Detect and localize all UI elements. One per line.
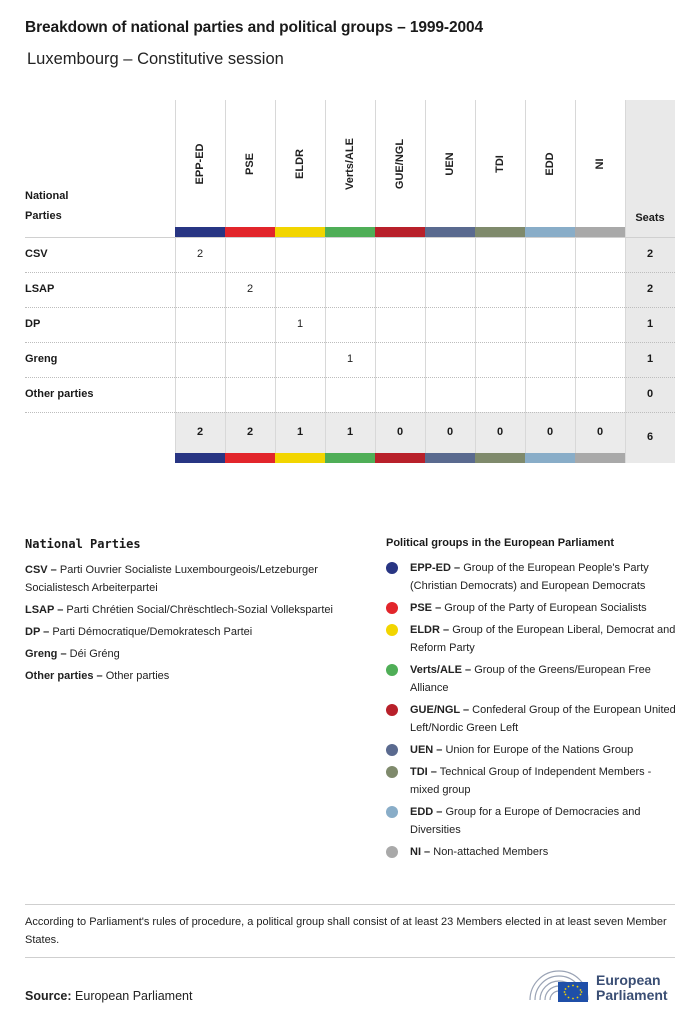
legend-abbr: TDI – <box>410 766 437 778</box>
group-color-dot-icon <box>386 766 398 778</box>
row-divider <box>25 272 675 273</box>
legend-name: Parti Chrétien Social/Chrëschtlech-Sozial Vollekspartei <box>66 604 333 616</box>
parliament-hemicycle-icon <box>526 966 592 1006</box>
table-row-label: Other parties <box>25 388 94 400</box>
legend-name: Parti Ouvrier Socialiste Luxembourgeois/Letzeburger Socialistesch Arbeiterpartei <box>25 564 318 594</box>
table-cell: 1 <box>296 318 304 330</box>
legend-abbr: ELDR – <box>410 624 450 636</box>
political-group-legend-item <box>386 621 681 657</box>
legend-abbr: NI – <box>410 846 431 858</box>
group-color-bar-bottom <box>525 453 575 463</box>
group-total: 0 <box>496 426 504 438</box>
group-color-bar-top <box>575 227 625 237</box>
group-color-bar-top <box>425 227 475 237</box>
legend-name: Group of the Greens/European Free Alliance <box>410 664 651 694</box>
national-parties-legend-heading: National Parties <box>25 537 141 551</box>
group-color-bar-bottom <box>175 453 225 463</box>
group-total: 1 <box>296 426 304 438</box>
group-color-dot-icon <box>386 846 398 858</box>
note-divider-top <box>25 904 675 905</box>
group-header-3 <box>325 100 375 227</box>
row-seat-total: 2 <box>646 283 654 295</box>
group-color-bar-bottom <box>475 453 525 463</box>
row-seat-total: 1 <box>646 353 654 365</box>
legend-name: Union for Europe of the Nations Group <box>445 744 634 756</box>
national-party-legend-item <box>25 561 360 597</box>
footnote: According to Parliament's rules of procedure, a political group shall consist of at least 23 Members elected in at least seven Member States. <box>25 916 667 946</box>
legend-abbr: Other parties – <box>25 670 103 682</box>
group-color-bar-top <box>275 227 325 237</box>
group-header-label: Verts/ALE <box>344 138 356 190</box>
national-party-legend-item <box>25 601 360 619</box>
group-color-dot-icon <box>386 704 398 716</box>
row-seat-total: 0 <box>646 388 654 400</box>
note-divider-bottom <box>25 957 675 958</box>
group-header-label: NI <box>594 158 606 170</box>
table-cell: 1 <box>346 353 354 365</box>
group-color-dot-icon <box>386 806 398 818</box>
group-header-2 <box>275 100 325 227</box>
group-color-bar-top <box>475 227 525 237</box>
national-parties-legend <box>25 537 360 689</box>
political-group-legend-item <box>386 599 681 617</box>
group-color-bar-top <box>225 227 275 237</box>
seats-header: Seats <box>635 212 665 224</box>
table-row-label: DP <box>25 318 41 330</box>
legend-abbr: EPP-ED – <box>410 562 461 574</box>
group-header-label: PSE <box>244 152 256 176</box>
group-header-label: EPP-ED <box>194 143 206 185</box>
group-total: 1 <box>346 426 354 438</box>
national-parties-header: National Parties <box>25 190 69 222</box>
group-header-1 <box>225 100 275 227</box>
legend-name: Parti Démocratique/Demokratesch Partei <box>52 626 253 638</box>
political-group-legend-item <box>386 701 681 737</box>
column-divider <box>625 100 626 463</box>
row-divider <box>25 342 675 343</box>
page-subtitle: Luxembourg – Constitutive session <box>27 50 284 68</box>
legend-name: Confederal Group of the European United Left/Nordic Green Left <box>410 704 676 734</box>
grand-total: 6 <box>646 431 654 443</box>
legend-abbr: GUE/NGL – <box>410 704 470 716</box>
group-color-bar-top <box>375 227 425 237</box>
group-total: 2 <box>246 426 254 438</box>
political-group-legend-item <box>386 803 681 839</box>
group-total: 0 <box>546 426 554 438</box>
table-row-label: LSAP <box>25 283 55 295</box>
group-header-6 <box>475 100 525 227</box>
row-divider <box>25 412 675 413</box>
legend-name: Group of the European People's Party (Christian Democrats) and European Democrats <box>410 562 649 592</box>
legend-abbr: CSV – <box>25 564 57 576</box>
group-total: 0 <box>596 426 604 438</box>
group-color-bar-top <box>175 227 225 237</box>
group-header-0 <box>175 100 225 227</box>
breakdown-table <box>25 100 675 465</box>
legend-abbr: UEN – <box>410 744 443 756</box>
national-party-legend-item <box>25 623 360 641</box>
group-total: 2 <box>196 426 204 438</box>
group-color-bar-bottom <box>325 453 375 463</box>
legend-name: Other parties <box>105 670 170 682</box>
legend-name: Non-attached Members <box>433 846 549 858</box>
political-groups-legend-heading: Political groups in the European Parliament <box>386 537 614 549</box>
group-color-bar-top <box>325 227 375 237</box>
source-label: Source: <box>25 989 72 1003</box>
political-group-legend-item <box>386 661 681 697</box>
table-row-label: Greng <box>25 353 58 365</box>
legend-abbr: LSAP – <box>25 604 64 616</box>
political-group-legend-item <box>386 741 681 759</box>
row-seat-total: 2 <box>646 248 654 260</box>
group-header-label: TDI <box>494 155 506 173</box>
legend-abbr: Verts/ALE – <box>410 664 472 676</box>
legend-abbr: Greng – <box>25 648 67 660</box>
group-color-bar-bottom <box>275 453 325 463</box>
table-cell: 2 <box>196 248 204 260</box>
group-header-7 <box>525 100 575 227</box>
group-total: 0 <box>446 426 454 438</box>
group-color-bar-top <box>525 227 575 237</box>
legend-name: Group of the Party of European Socialists <box>444 602 647 614</box>
logo-text-line2: Parliament <box>596 987 668 1003</box>
page-title: Breakdown of national parties and political groups – 1999-2004 <box>25 19 484 36</box>
political-group-legend-item <box>386 559 681 595</box>
group-color-dot-icon <box>386 664 398 676</box>
row-divider <box>25 377 675 378</box>
header-divider <box>25 237 675 238</box>
group-color-bar-bottom <box>375 453 425 463</box>
seats-column-background <box>625 100 675 463</box>
legend-name: Group of the European Liberal, Democrat and Reform Party <box>410 624 676 654</box>
group-color-bar-bottom <box>425 453 475 463</box>
group-header-8 <box>575 100 625 227</box>
group-header-label: UEN <box>444 152 456 176</box>
political-groups-legend <box>386 537 681 865</box>
source-line <box>25 989 192 1003</box>
table-row-label: CSV <box>25 248 48 260</box>
national-party-legend-item <box>25 667 360 685</box>
source-value: European Parliament <box>75 989 193 1003</box>
group-header-label: GUE/NGL <box>394 138 406 190</box>
political-group-legend-item <box>386 843 681 861</box>
group-color-bar-bottom <box>225 453 275 463</box>
legend-abbr: PSE – <box>410 602 442 614</box>
legend-name: Technical Group of Independent Members - mixed group <box>410 766 652 796</box>
legend-abbr: DP – <box>25 626 50 638</box>
legend-name: Déi Gréng <box>69 648 120 660</box>
row-divider <box>25 307 675 308</box>
group-header-label: ELDR <box>294 149 306 179</box>
political-group-legend-item <box>386 763 681 799</box>
group-header-4 <box>375 100 425 227</box>
group-color-dot-icon <box>386 562 398 574</box>
group-color-dot-icon <box>386 602 398 614</box>
group-header-5 <box>425 100 475 227</box>
row-seat-total: 1 <box>646 318 654 330</box>
logo-text-line1: European <box>596 972 661 988</box>
legend-name: Group for a Europe of Democracies and Diversities <box>410 806 641 836</box>
group-color-dot-icon <box>386 744 398 756</box>
group-color-bar-bottom <box>575 453 625 463</box>
group-color-dot-icon <box>386 624 398 636</box>
european-parliament-logo <box>526 966 676 1006</box>
group-header-label: EDD <box>544 152 556 176</box>
legend-abbr: EDD – <box>410 806 443 818</box>
national-party-legend-item <box>25 645 360 663</box>
table-cell: 2 <box>246 283 254 295</box>
group-total: 0 <box>396 426 404 438</box>
